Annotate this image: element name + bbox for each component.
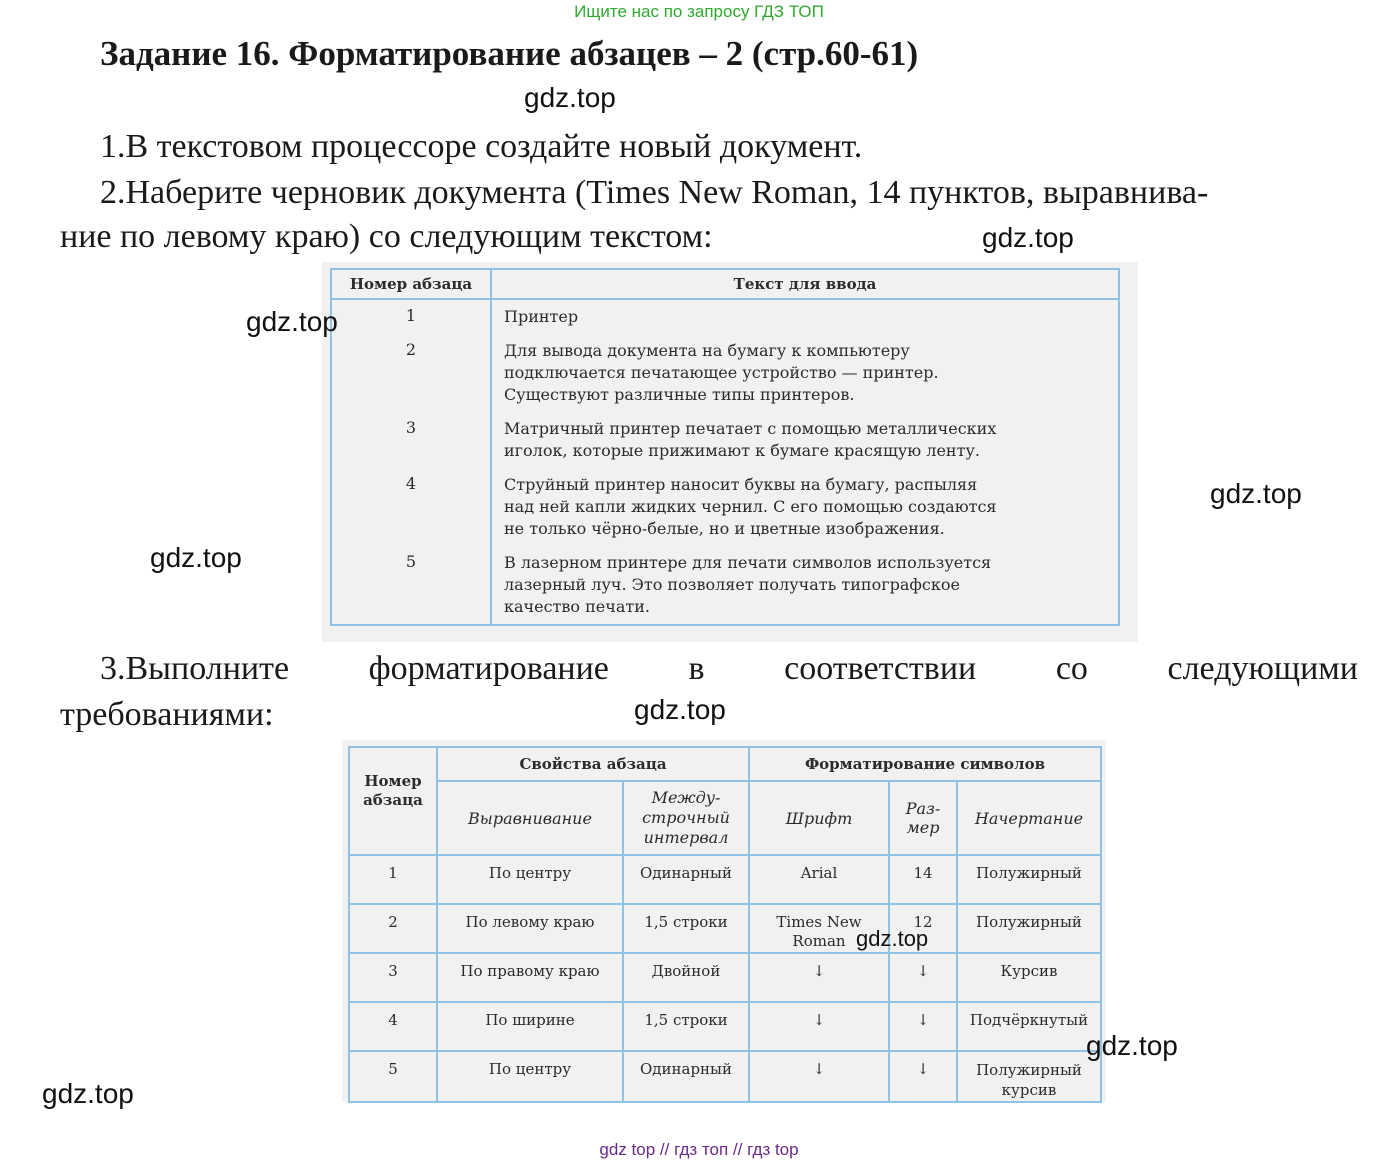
table-row	[349, 1051, 1101, 1102]
format-table	[348, 746, 1102, 1103]
step-1: 1.В текстовом процессоре создайте новый документ.	[100, 128, 863, 165]
cell-spacing: Одинарный	[623, 855, 749, 904]
step-3-word: в	[688, 650, 705, 687]
down-arrow-icon: ↓	[749, 1002, 889, 1051]
text-line: подключается печатающее устройство — принтер.	[504, 363, 939, 382]
watermark: gdz.top	[42, 1078, 134, 1109]
table-row	[349, 855, 1101, 904]
step-3-word: 3.Выполните	[100, 650, 290, 687]
cell-font: Times New Roman	[749, 904, 889, 953]
col-font-header: Шрифт	[749, 781, 889, 855]
watermark: gdz.top	[246, 306, 338, 337]
step-3-line-2: требованиями:	[60, 696, 274, 733]
down-arrow-icon: ↓	[889, 953, 957, 1002]
cell-spacing: 1,5 строки	[623, 1002, 749, 1051]
top-note: Ищите нас по запросу ГДЗ ТОП	[574, 2, 824, 21]
cell-spacing: Одинарный	[623, 1051, 749, 1102]
col-text-header: Текст для ввода	[491, 269, 1119, 299]
text-line: не только чёрно-белые, но и цветные изображения.	[504, 519, 945, 538]
down-arrow-icon: ↓	[889, 1051, 957, 1102]
text-line: над ней капли жидких чернил. С его помощью создаются	[504, 497, 997, 516]
text-table-image	[322, 262, 1138, 642]
table-row	[349, 904, 1101, 953]
footer-links: gdz top // гдз топ // гдз top	[599, 1140, 799, 1159]
row-number: 1	[331, 299, 491, 334]
text-line: Существуют различные типы принтеров.	[504, 385, 855, 404]
watermark: gdz.top	[982, 222, 1074, 253]
text-line: иголок, которые прижимают к бумаге красящую ленту.	[504, 441, 980, 460]
step-3-word: со	[1055, 650, 1088, 687]
row-number: 4	[331, 468, 491, 546]
row-text	[491, 546, 1119, 625]
cell-align: По центру	[437, 1051, 623, 1102]
text-table	[330, 268, 1120, 626]
row-text	[491, 334, 1119, 412]
text-line: Для вывода документа на бумагу к компьютеру	[504, 341, 910, 360]
watermark: gdz.top	[856, 926, 929, 951]
table-row	[349, 1002, 1101, 1051]
col-style-header: Начертание	[957, 781, 1101, 855]
step-3-line-1	[100, 646, 1358, 692]
text-line: лазерный луч. Это позволяет получать типографское	[504, 575, 960, 594]
step-2-line-2: ние по левому краю) со следующим текстом:	[60, 218, 713, 255]
cell-size: 12	[889, 904, 957, 953]
cell-spacing: Двойной	[623, 953, 749, 1002]
cell-style: Подчёркнутый	[957, 1002, 1101, 1051]
cell-style: Курсив	[957, 953, 1101, 1002]
row-number: 3	[349, 953, 437, 1002]
col-spacing-header: Между-строчный интервал	[623, 781, 749, 855]
row-number: 4	[349, 1002, 437, 1051]
table-row	[331, 334, 1119, 412]
text-line: Матричный принтер печатает с помощью металлических	[504, 419, 997, 438]
table-row	[331, 468, 1119, 546]
cell-align: По левому краю	[437, 904, 623, 953]
table-row	[331, 299, 1119, 334]
table-row	[331, 546, 1119, 625]
row-number: 2	[349, 904, 437, 953]
cell-size: 14	[889, 855, 957, 904]
row-number: 3	[331, 412, 491, 468]
down-arrow-icon: ↓	[889, 1002, 957, 1051]
group-chars-header: Форматирование символов	[749, 747, 1101, 781]
row-text	[491, 412, 1119, 468]
watermark: gdz.top	[150, 542, 242, 573]
row-number: 1	[349, 855, 437, 904]
cell-align: По ширине	[437, 1002, 623, 1051]
cell-style: Полужирный	[957, 904, 1101, 953]
watermark: gdz.top	[1210, 478, 1302, 509]
watermark: gdz.top	[524, 82, 616, 113]
format-table-image	[342, 740, 1106, 1102]
row-text	[491, 468, 1119, 546]
step-3-word: следующими	[1167, 650, 1358, 687]
page-title: Задание 16. Форматирование абзацев – 2 (стр.60-61)	[100, 34, 919, 73]
row-number: 2	[331, 334, 491, 412]
step-3-word: форматирование	[368, 650, 609, 687]
text-line: Принтер	[504, 307, 579, 326]
table-row	[349, 953, 1101, 1002]
row-number: 5	[349, 1051, 437, 1102]
col-number-header: Номер абзаца	[349, 747, 437, 855]
cell-align: По правому краю	[437, 953, 623, 1002]
watermark: gdz.top	[1086, 1030, 1178, 1061]
cell-style: Полужирный	[957, 855, 1101, 904]
cell-font: Arial	[749, 855, 889, 904]
table-row	[331, 412, 1119, 468]
step-2-line-1: 2.Наберите черновик документа (Times New Roman, 14 пунктов, выравнива-	[100, 174, 1209, 211]
watermark: gdz.top	[634, 694, 726, 725]
group-paragraph-header: Свойства абзаца	[437, 747, 749, 781]
col-align-header: Выравнивание	[437, 781, 623, 855]
step-3-word: соответствии	[784, 650, 977, 687]
down-arrow-icon: ↓	[749, 1051, 889, 1102]
text-line: качество печати.	[504, 597, 650, 616]
text-line: В лазерном принтере для печати символов используется	[504, 553, 992, 572]
cell-style: Полужирный курсив	[957, 1051, 1101, 1102]
text-line: Струйный принтер наносит буквы на бумагу, распыляя	[504, 475, 978, 494]
cell-align: По центру	[437, 855, 623, 904]
down-arrow-icon: ↓	[749, 953, 889, 1002]
col-size-header: Раз-мер	[889, 781, 957, 855]
row-text	[491, 299, 1119, 334]
col-number-header: Номер абзаца	[331, 269, 491, 299]
row-number: 5	[331, 546, 491, 625]
cell-spacing: 1,5 строки	[623, 904, 749, 953]
